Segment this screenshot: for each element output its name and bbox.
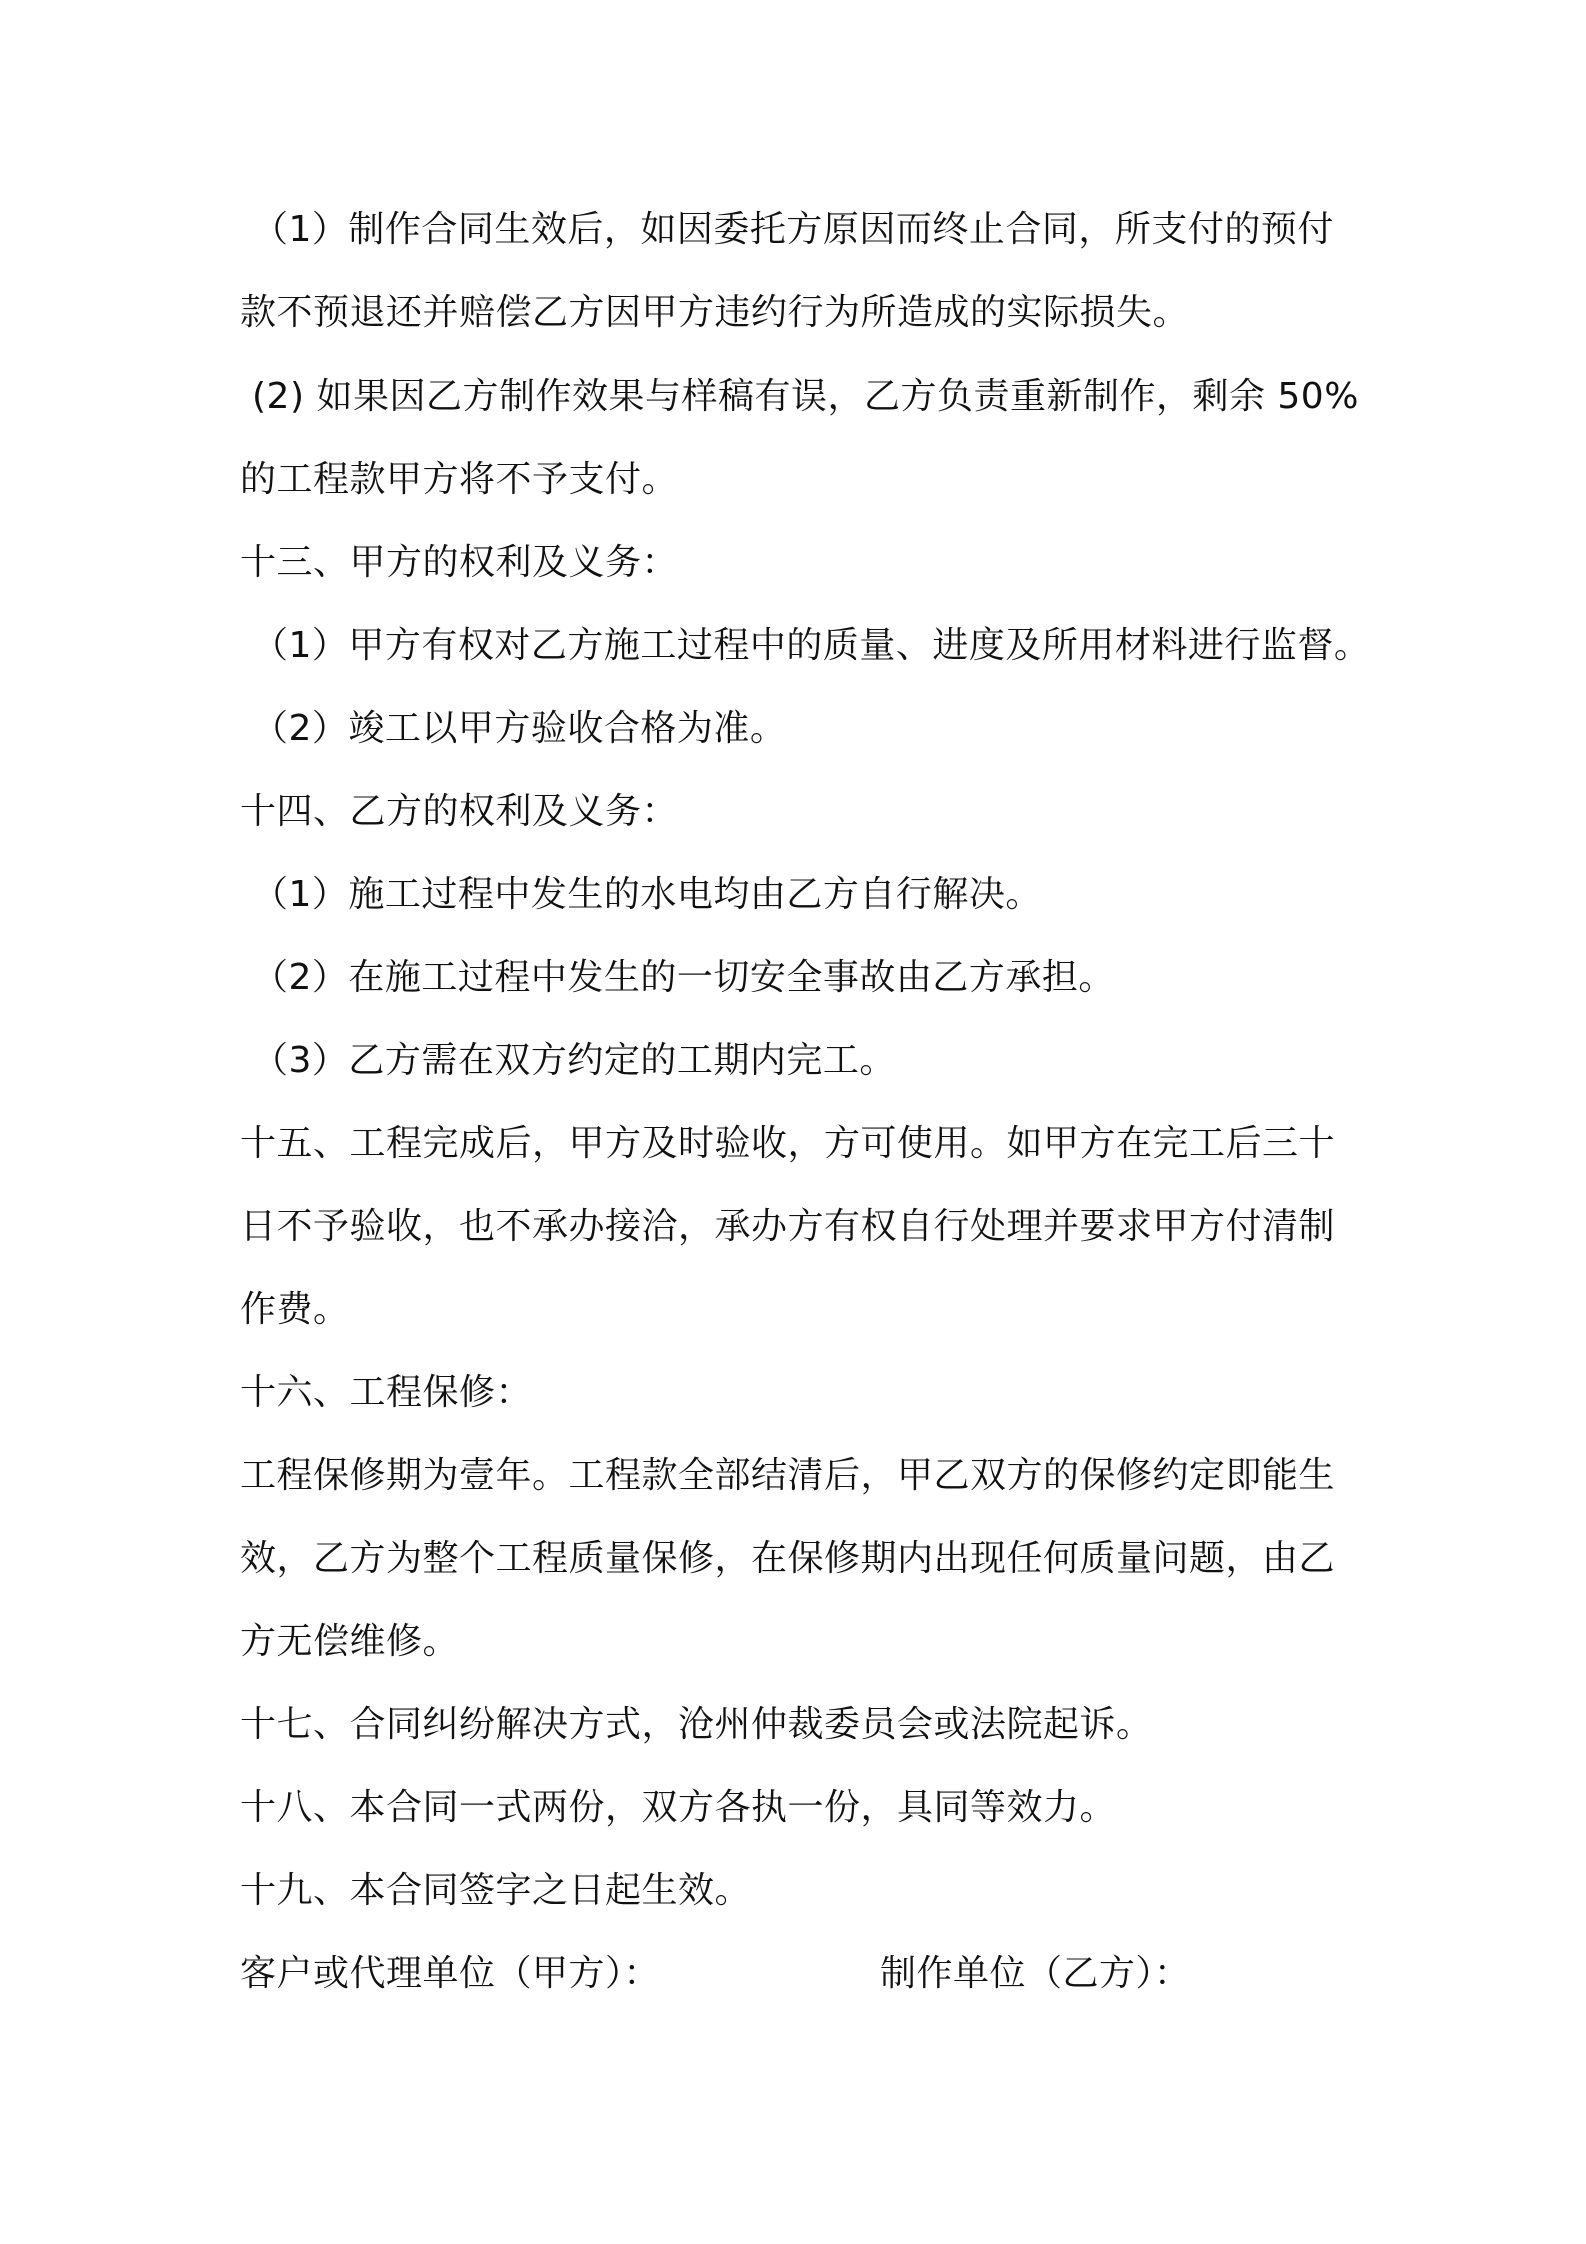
- clause15-line3: 作费。: [240, 1289, 350, 1330]
- clause16-heading: 十六、工程保修：: [240, 1372, 533, 1413]
- signature-party-a: 客户或代理单位（甲方）：: [240, 1953, 661, 1994]
- clause15-line2: 日不予验收，也不承办接洽，承办方有权自行处理并要求甲方付清制: [240, 1206, 1336, 1247]
- clause14-heading: 十四、乙方的权利及义务：: [240, 791, 679, 832]
- clause13-item2: （2）竣工以甲方验收合格为准。: [252, 708, 787, 749]
- clause16-line2: 效，乙方为整个工程质量保修，在保修期内出现任何质量问题，由乙: [240, 1538, 1336, 1579]
- clause12-item1-line1: （1）制作合同生效后，如因委托方原因而终止合同，所支付的预付: [252, 209, 1334, 250]
- clause12-item2-line1: (2) 如果因乙方制作效果与样稿有误，乙方负责重新制作，剩余 50%: [252, 376, 1359, 417]
- clause16-line1: 工程保修期为壹年。工程款全部结清后，甲乙双方的保修约定即能生: [240, 1455, 1336, 1496]
- clause12-item1-line2: 款不预退还并赔偿乙方因甲方违约行为所造成的实际损失。: [240, 292, 1190, 333]
- clause16-line3: 方无偿维修。: [240, 1621, 460, 1662]
- clause19: 十九、本合同签字之日起生效。: [240, 1870, 752, 1911]
- signature-party-b: 制作单位（乙方）：: [880, 1953, 1191, 1994]
- clause17: 十七、合同纠纷解决方式，沧州仲裁委员会或法院起诉。: [240, 1704, 1153, 1745]
- clause12-item2-line2: 的工程款甲方将不予支付。: [240, 459, 679, 500]
- clause14-item1: （1）施工过程中发生的水电均由乙方自行解决。: [252, 874, 1042, 915]
- clause13-heading: 十三、甲方的权利及义务：: [240, 542, 679, 583]
- clause18: 十八、本合同一式两份，双方各执一份，具同等效力。: [240, 1787, 1117, 1828]
- clause15-line1: 十五、工程完成后，甲方及时验收，方可使用。如甲方在完工后三十: [240, 1123, 1336, 1164]
- clause14-item3: （3）乙方需在双方约定的工期内完工。: [252, 1040, 896, 1081]
- clause13-item1: （1）甲方有权对乙方施工过程中的质量、进度及所用材料进行监督。: [252, 625, 1371, 666]
- clause14-item2: （2）在施工过程中发生的一切安全事故由乙方承担。: [252, 957, 1115, 998]
